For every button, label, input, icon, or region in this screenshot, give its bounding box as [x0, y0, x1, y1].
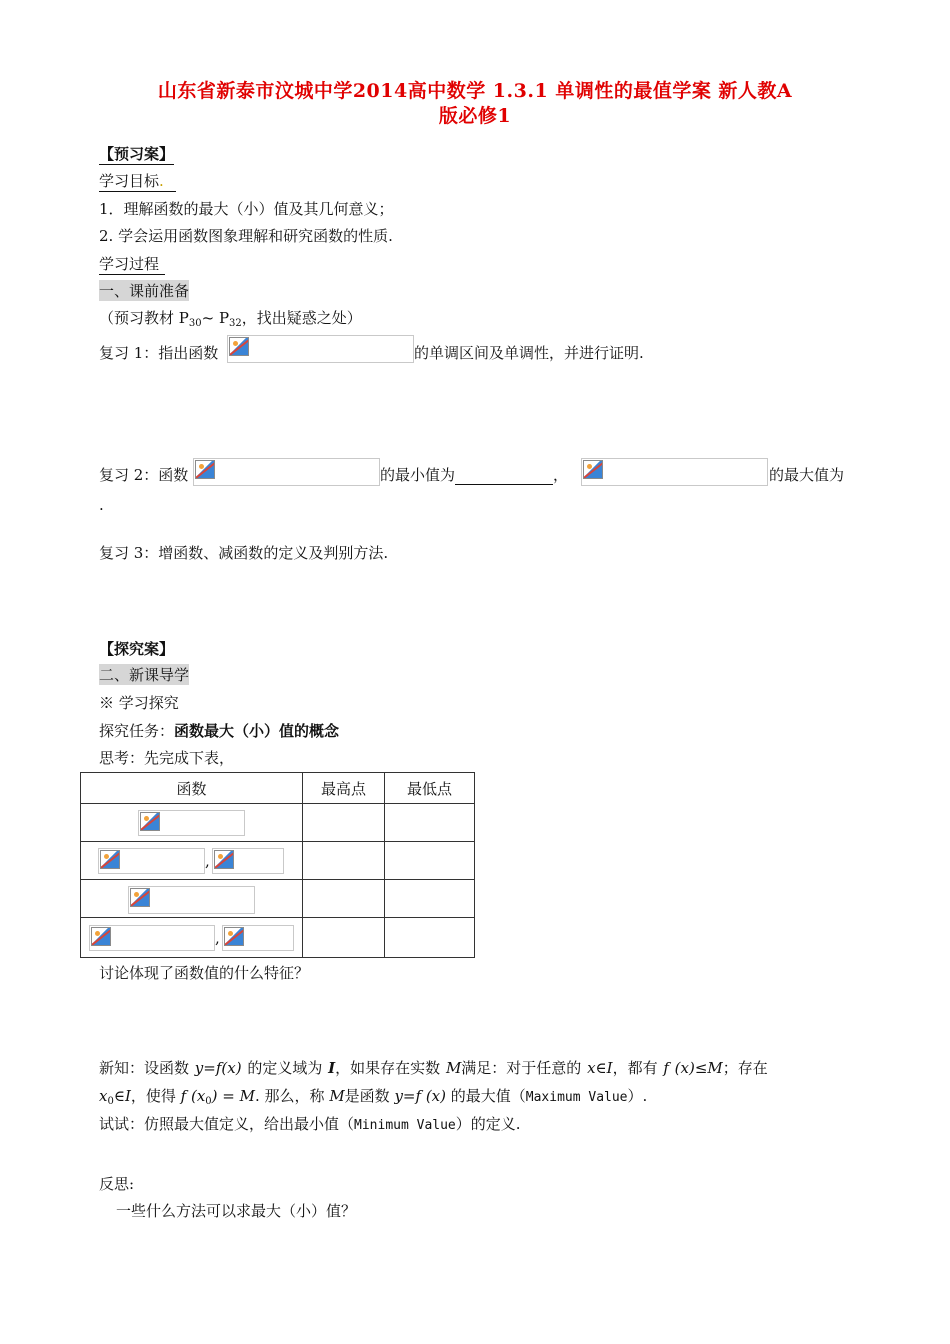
broken-image-icon	[100, 850, 120, 869]
section-2-heading: 二、新课导学	[99, 666, 190, 684]
study-label: ※ 学习探究	[99, 694, 179, 712]
formula-image-placeholder	[212, 848, 284, 874]
table-row	[81, 804, 475, 842]
new-knowledge-line-1: 新知：设函数 y=f(x) 的定义域为 I，如果存在实数 M满足：对于任意的 x∈I，都有 f (x)≤M；存在	[99, 1059, 768, 1077]
review-2-prefix: 复习 2：函数	[99, 466, 189, 484]
broken-image-icon	[229, 337, 249, 356]
formula-image-placeholder	[222, 925, 294, 951]
goal-1: 1．理解函数的最大（小）值及其几何意义；	[99, 200, 394, 218]
goals-label: 学习目标.	[99, 170, 176, 192]
section-1-heading: 一、课前准备	[99, 282, 190, 300]
highest-point-cell[interactable]	[303, 842, 385, 880]
table-header-lowest: 最低点	[385, 773, 475, 804]
discuss-question: 讨论体现了函数值的什么特征？	[99, 964, 310, 982]
function-table	[80, 772, 475, 958]
formula-image-placeholder	[98, 848, 205, 874]
goal-2: 2. 学会运用函数图象理解和研究函数的性质.	[99, 227, 393, 245]
highest-point-cell[interactable]	[303, 918, 385, 958]
think-line: 思考：先完成下表，	[99, 749, 235, 767]
formula-image-placeholder	[581, 458, 768, 486]
highest-point-cell[interactable]	[303, 804, 385, 842]
lowest-point-cell[interactable]	[385, 842, 475, 880]
formula-image-placeholder	[128, 886, 255, 914]
document-title-line2: 版必修1	[438, 105, 512, 127]
lowest-point-cell[interactable]	[385, 880, 475, 918]
formula-image-placeholder	[227, 335, 414, 363]
explore-heading: 【探究案】	[99, 640, 175, 658]
review-2-suffix: 的最大值为	[769, 466, 845, 484]
table-header-highest: 最高点	[303, 773, 385, 804]
review-3: 复习 3：增函数、减函数的定义及判别方法.	[99, 544, 389, 562]
review-1-suffix: 的单调区间及单调性，并进行证明.	[414, 344, 644, 362]
review-2-period: .	[99, 496, 104, 514]
formula-image-placeholder	[193, 458, 380, 486]
review-1-prefix: 复习 1：指出函数	[99, 344, 219, 362]
answer-blank[interactable]	[455, 470, 553, 485]
table-row	[81, 880, 475, 918]
lowest-point-cell[interactable]	[385, 918, 475, 958]
reflect-question: 一些什么方法可以求最大（小）值？	[116, 1202, 357, 1220]
preview-heading: 【预习案】	[99, 145, 175, 163]
reflect-label: 反思:	[99, 1175, 135, 1193]
table-row	[81, 918, 475, 958]
function-cell: ,	[81, 918, 303, 958]
table-row	[81, 842, 475, 880]
broken-image-icon	[583, 460, 603, 479]
process-label: 学习过程	[99, 253, 165, 275]
function-cell	[81, 880, 303, 918]
broken-image-icon	[195, 460, 215, 479]
formula-image-placeholder	[89, 925, 215, 951]
broken-image-icon	[224, 927, 244, 946]
try-line: 试试：仿照最大值定义，给出最小值（Minimum Value）的定义.	[99, 1115, 521, 1133]
highest-point-cell[interactable]	[303, 880, 385, 918]
broken-image-icon	[91, 927, 111, 946]
broken-image-icon	[130, 888, 150, 907]
function-cell	[81, 804, 303, 842]
textbook-pages: （预习教材 $P_{30}\sim$ $P_{32}$，找出疑惑之处）	[99, 309, 362, 329]
lowest-point-cell[interactable]	[385, 804, 475, 842]
task-line: 探究任务：函数最大（小）值的概念	[99, 722, 340, 740]
broken-image-icon	[214, 850, 234, 869]
new-knowledge-line-2: $x_0\in I$，使得 f $(x_0) = M$. 那么，称 M是函数 y=f (x) 的最大值（Maximum Value）.	[99, 1087, 648, 1107]
document-title-line1: 山东省新泰市汶城中学2014高中数学 1.3.1 单调性的最值学案 新人教A	[157, 80, 793, 102]
broken-image-icon	[140, 812, 160, 831]
formula-image-placeholder	[138, 810, 245, 836]
review-2-mid: 的最小值为 ，	[380, 466, 569, 484]
function-cell: ,	[81, 842, 303, 880]
table-header-function: 函数	[81, 773, 303, 804]
